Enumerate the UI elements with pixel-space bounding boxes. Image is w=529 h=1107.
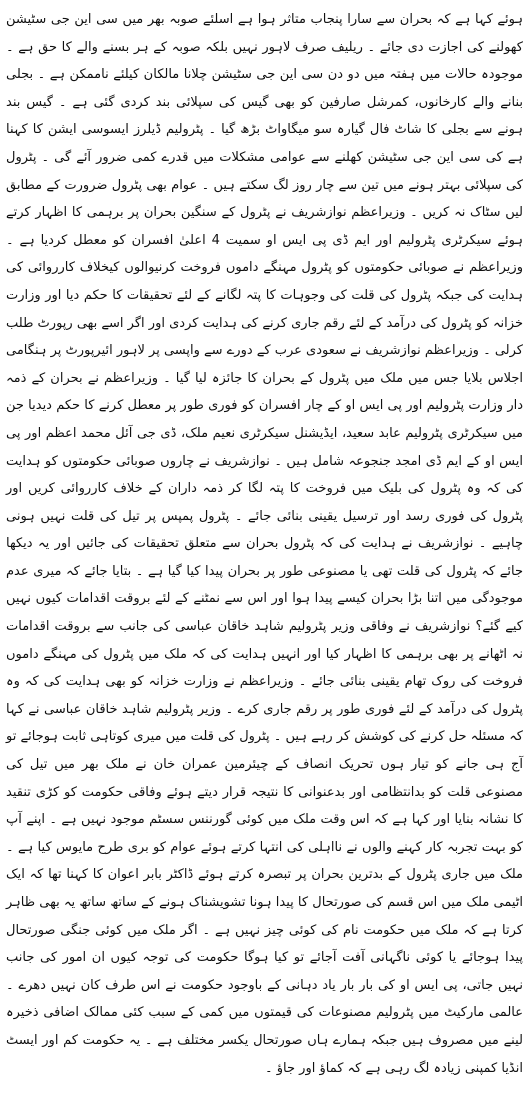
article-body: ہوئے کہا ہے کہ بحران سے سارا پنجاب متاثر ہوا ہے اسلئے صوبہ بھر میں سی این جی سٹیشن کھولنے کی اجازت دی جائے ۔ ریلیف صرف لاہور نہیں بلکہ صوبہ کے ہر بسنے والے کا حق ہے ۔ موجودہ حالات میں ہفتہ میں دو دن سی این جی سٹیشن چلانا مالکان کیلئے ناممکن ہے ۔ بجلی بنانے والے کارخانوں، کمرشل صارفین کو بھی گیس کی سپلائی بند کردی گئی ہے ۔ گیس بند ہونے سے بجلی کا شاٹ فال گیارہ سو میگاواٹ بڑھ گیا ۔ پٹرولیم ڈیلرز ایسوسی ایشن کا کہنا ہے کی سی این جی سٹیشن کھلنے سے عوامی مشکلات میں قدرے کمی ضرور آئے گی ۔ پٹرول کی سپلائی بہتر ہونے میں تین سے چار روز لگ سکتے ہیں ۔ عوام بھی پٹرول ضرورت کے مطابق لیں سٹاک نہ کریں ۔ وزیراعظم نوازشریف نے پٹرول کے سنگین بحران پر برہمی کا اظہار کرتے ہوئے سیکرٹری پٹرولیم اور ایم ڈی پی ایس او سمیت 4 اعلیٰ افسران کو معطل کردیا ہے ۔ وزیراعظم نے صوبائی حکومتوں کو پٹرول مہنگے داموں فروخت کرنیوالوں کیخلاف کارروائی کی ہدایت کی جبکہ پٹرول کی قلت کی وجوہات کا پتہ لگانے کے لئے تحقیقات کا حکم دیا اور وزارت خزانہ کو پٹرول کی درآمد کے لئے رقم جاری کرنے کی ہدایت کردی اور اگر اسے بھی رپورٹ طلب کرلی ۔ وزیراعظم نوازشریف نے سعودی عرب کے دورے سے واپسی پر لاہور ائیرپورٹ پر ہنگامی اجلاس بلایا جس میں ملک میں پٹرول کے بحران کا جائزہ لیا گیا ۔ وزیراعظم نے بحران کے ذمہ دار وزارت پٹرولیم اور پی ایس او کے چار افسران کو فوری طور پر معطل کرنے کا حکم دیدیا جن میں سیکرٹری پٹرولیم عابد سعید، ایڈیشنل سیکرٹری نعیم ملک، ڈی جی آئل محمد اعظم اور پی ایس او کے ایم ڈی امجد جنجوعہ شامل ہیں ۔ نوازشریف نے چاروں صوبائی حکومتوں کو ہدایت کی کہ وہ پٹرول کی بلیک میں فروخت کا پتہ لگا کر ذمہ داران کے خلاف کارروائی کریں اور پٹرول کی فوری رسد اور ترسیل یقینی بنائی جائے ۔ پٹرول پمپس پر تیل کی قلت نہیں ہونی چاہیے ۔ نوازشریف نے ہدایت کی کہ پٹرول بحران سے متعلق تحقیقات کی جائیں اور یہ دیکھا جائے کہ پٹرول کی قلت تھی یا مصنوعی طور پر بحران پیدا کیا گیا ہے ۔ بتایا جائے کہ میری عدم موجودگی میں اتنا بڑا بحران کیسے پیدا ہوا اور اس سے نمٹنے کے لئے بروقت اقدامات کیوں نہیں کیے گئے؟ نوازشریف نے وفاقی وزیر پٹرولیم شاہد خاقان عباسی کی جانب سے بروقت اقدامات نہ اٹھانے پر بھی برہمی کا اظہار کیا اور انہیں ہدایت کی کہ ملک میں پٹرول کی مہنگے داموں فروخت کی روک تھام یقینی بنائی جائے ۔ وزیراعظم نے وزارت خزانہ کو بھی ہدایت کی کہ وہ پٹرول کی درآمد کے لئے فوری طور پر رقم جاری کرے ۔ وزیر پٹرولیم شاہد خاقان عباسی نے کہا کہ مسئلہ حل کرنے کی کوشش کر رہے ہیں ۔ پٹرول کی قلت میں میری کوتاہی ثابت ہوجائے تو آج ہی جانے کو تیار ہوں تحریک انصاف کے چیئرمین عمران خان نے ملک بھر میں تیل کی مصنوعی قلت کو بدانتظامی اور بدعنوانی کا نتیجہ قرار دیتے ہوئے وفاقی حکومت کو کڑی تنقید کا نشانہ بنایا اور کہا ہے کہ اس وقت ملک میں کوئی گورننس سسٹم موجود نہیں ہے ۔ اپنے آپ کو بہت تجربہ کار کہنے والوں نے نااہلی کی انتہا کرتے ہوئے عوام کو بری طرح مایوس کیا ہے ۔ ملک میں جاری پٹرول کے بدترین بحران پر تبصرہ کرتے ہوئے ڈاکٹر بابر اعوان کا کہنا تھا کہ ایک اٹیمی ملک میں اس قسم کی صورتحال کا پیدا ہونا تشویشناک ہونے کے ساتھ ساتھ یہ بھی ظاہر کرتا ہے کہ ملک میں حکومت نام کی کوئی چیز نہیں ہے ۔ اگر ملک میں کوئی جنگی صورتحال پیدا ہوجائے یا کوئی ناگہانی آفت آجائے تو کیا ہوگا حکومت کی توجہ کیوں ان امور کی جانب نہیں جاتی، پی ایس او کی بار بار یاد دہانی کے باوجود حکومت نے اس طرف کان نہیں دھرے ۔ عالمی مارکیٹ میں پٹرولیم مصنوعات کی قیمتوں میں کمی کے سبب کئی ممالک اضافی ذخیرہ لینے میں مصروف ہیں جبکہ ہمارے ہاں صورتحال یکسر مختلف ہے ۔ یہ حکومت کم اور ایسٹ انڈیا کمپنی زیادہ لگ رہی ہے کہ کماؤ اور جاؤ ۔ [6, 12, 523, 1076]
